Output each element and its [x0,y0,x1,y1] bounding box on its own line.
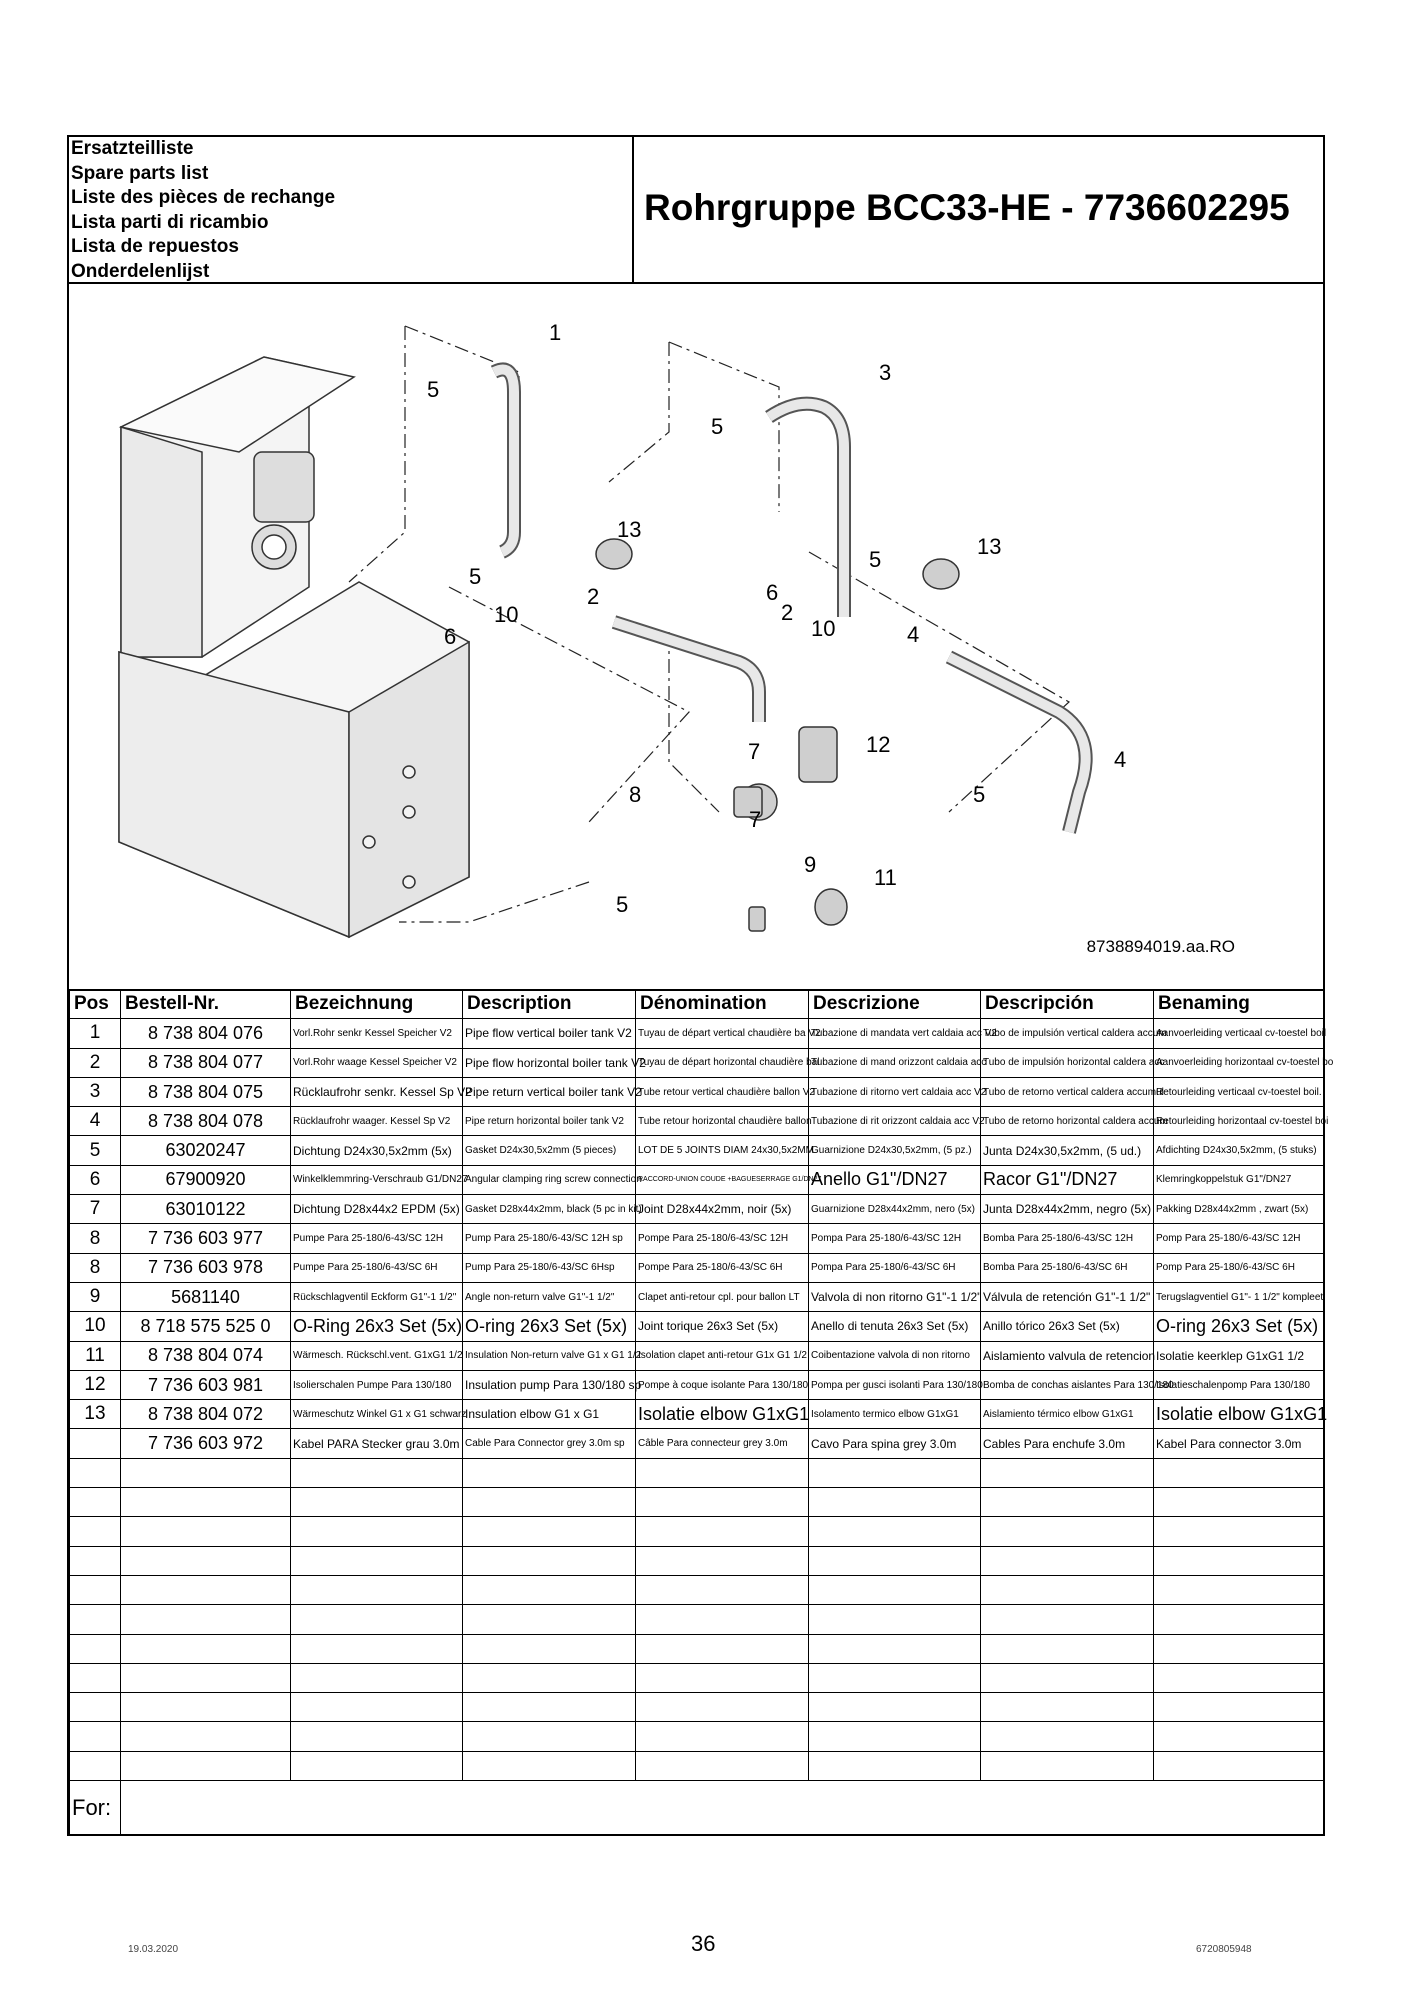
title-fr: Liste des pièces de rechange [71,187,336,209]
cell-fr: Joint D28x44x2mm, noir (5x) [636,1195,809,1224]
cell-fr: Tube retour horizontal chaudière ballon [636,1107,809,1136]
cell-it: Isolamento termico elbow G1xG1 [809,1400,981,1429]
cell-de: Pumpe Para 25-180/6-43/SC 12H [291,1224,463,1253]
cell-es: Junta D28x44x2mm, negro (5x) [981,1195,1154,1224]
callout-8: 8 [629,782,642,807]
cell-fr: Pompe à coque isolante Para 130/180 [636,1370,809,1399]
table-row [70,1253,1324,1282]
callout-7a: 7 [748,739,761,764]
cell-en: Insulation elbow G1 x G1 [463,1400,636,1429]
cell-order-no: 8 738 804 072 [121,1400,291,1429]
callout-2b: 2 [781,600,794,625]
cell-fr: Isolatie elbow G1xG1 [636,1400,809,1429]
cell-en: Cable Para Connector grey 3.0m sp [463,1429,636,1458]
for-label: For: [70,1781,121,1836]
for-row [70,1781,1324,1836]
cell-es: Bomba Para 25-180/6-43/SC 6H [981,1253,1154,1282]
cell-en: Insulation pump Para 130/180 sp [463,1370,636,1399]
cell-fr: Joint torique 26x3 Set (5x) [636,1312,809,1341]
cell-de: Rücklaufrohr senkr. Kessel Sp V2 [291,1077,463,1106]
callout-12: 12 [866,732,891,757]
callout-4b: 4 [1114,747,1127,772]
empty-row [70,1517,1324,1546]
cell-it: Cavo Para spina grey 3.0m [809,1429,981,1458]
cell-order-no: 67900920 [121,1165,291,1194]
empty-row [70,1634,1324,1663]
cell-nl: Terugslagventiel G1"- 1 1/2" kompleet [1154,1282,1324,1311]
cell-en: Pipe return vertical boiler tank V2 [463,1077,636,1106]
empty-row [70,1458,1324,1487]
callout-13b: 13 [977,534,1002,559]
cell-order-no: 7 736 603 977 [121,1224,291,1253]
cell-order-no: 5681140 [121,1282,291,1311]
drawing-reference: 8738894019.aa.RO [1086,937,1235,956]
for-value [121,1781,1324,1836]
callout-5f: 5 [616,892,629,917]
cell-order-no: 8 738 804 075 [121,1077,291,1106]
title-es: Lista de repuestos [71,236,239,258]
cell-pos: 2 [70,1048,121,1077]
cell-pos: 6 [70,1165,121,1194]
callout-9: 9 [804,852,817,877]
cell-nl: Retourleiding horizontaal cv-toestel boi [1154,1107,1324,1136]
callout-10b: 10 [811,616,836,641]
cell-es: Válvula de retención G1"-1 1/2" [981,1282,1154,1311]
title-en: Spare parts list [71,162,209,184]
cell-pos: 13 [70,1400,121,1429]
cell-nl: Isolatieschalenpomp Para 130/180 [1154,1370,1324,1399]
table-row [70,1195,1324,1224]
cell-order-no: 63010122 [121,1195,291,1224]
cell-pos: 8 [70,1253,121,1282]
cell-en: Angular clamping ring screw connection [463,1165,636,1194]
cell-es: Bomba de conchas aislantes Para 130/180 [981,1370,1154,1399]
table-row [70,1165,1324,1194]
cell-fr: Tuyau de départ vertical chaudière ba V2 [636,1019,809,1048]
callout-7b: 7 [749,807,762,832]
cell-en: O-ring 26x3 Set (5x) [463,1312,636,1341]
cell-it: Guarnizione D24x30,5x2mm, (5 pz.) [809,1136,981,1165]
cell-fr: Câble Para connecteur grey 3.0m [636,1429,809,1458]
cell-en: Pump Para 25-180/6-43/SC 6Hsp [463,1253,636,1282]
callout-5b: 5 [469,564,482,589]
cell-es: Anillo tórico 26x3 Set (5x) [981,1312,1154,1341]
cell-it: Guarnizione D28x44x2mm, nero (5x) [809,1195,981,1224]
cell-es: Junta D24x30,5x2mm, (5 ud.) [981,1136,1154,1165]
table-row [70,1341,1324,1370]
cell-order-no: 63020247 [121,1136,291,1165]
cell-it: Anello di tenuta 26x3 Set (5x) [809,1312,981,1341]
cell-en: Gasket D24x30,5x2mm (5 pieces) [463,1136,636,1165]
title-it: Lista parti di ricambio [71,211,269,233]
cell-es: Tubo de retorno vertical caldera accumul [981,1077,1154,1106]
cell-en: Pipe flow horizontal boiler tank V2 [463,1048,636,1077]
cell-fr: Tuyau de départ horizontal chaudière bal [636,1048,809,1077]
table-row [70,1282,1324,1311]
cell-es: Racor G1"/DN27 [981,1165,1154,1194]
empty-row [70,1722,1324,1751]
cell-it: Valvola di non ritorno G1"-1 1/2" [809,1282,981,1311]
cell-de: Winkelklemmring-Verschraub G1/DN27 [291,1165,463,1194]
page-number: 36 [691,1931,716,1956]
callout-3: 3 [879,360,892,385]
empty-row [70,1751,1324,1780]
cell-it: Tubazione di rit orizzont caldaia acc V2 [809,1107,981,1136]
cell-nl: Aanvoerleiding horizontaal cv-toestel bo [1154,1048,1324,1077]
cell-pos: 3 [70,1077,121,1106]
cell-pos: 10 [70,1312,121,1341]
cell-en: Pipe return horizontal boiler tank V2 [463,1107,636,1136]
table-row [70,1077,1324,1106]
cell-fr: LOT DE 5 JOINTS DIAM 24x30,5x2MM [636,1136,809,1165]
cell-de: Rücklaufrohr waager. Kessel Sp V2 [291,1107,463,1136]
empty-row [70,1693,1324,1722]
col-de: Bezeichnung [291,990,463,1019]
table-row [70,1370,1324,1399]
cell-it: Tubazione di mand orizzont caldaia acc [809,1048,981,1077]
cell-de: Rückschlagventil Eckform G1"-1 1/2" [291,1282,463,1311]
cell-es: Bomba Para 25-180/6-43/SC 12H [981,1224,1154,1253]
table-header-row [70,990,1324,1019]
cell-fr: Tube retour vertical chaudière ballon V2 [636,1077,809,1106]
col-it: Descrizione [809,990,981,1019]
cell-es: Tubo de retorno horizontal caldera accum [981,1107,1154,1136]
cell-it: Tubazione di mandata vert caldaia acc V2 [809,1019,981,1048]
cell-order-no: 7 736 603 981 [121,1370,291,1399]
cell-order-no: 8 738 804 077 [121,1048,291,1077]
title-de: Ersatzteilliste [71,138,194,159]
cell-pos: 1 [70,1019,121,1048]
empty-row [70,1605,1324,1634]
empty-row [70,1663,1324,1692]
cell-order-no: 7 736 603 972 [121,1429,291,1458]
cell-en: Gasket D28x44x2mm, black (5 pc in kit) [463,1195,636,1224]
cell-es: Cables Para enchufe 3.0m [981,1429,1154,1458]
cell-en: Pipe flow vertical boiler tank V2 [463,1019,636,1048]
cell-order-no: 8 738 804 074 [121,1341,291,1370]
callout-5d: 5 [869,547,882,572]
cell-pos: 8 [70,1224,121,1253]
cell-nl: Klemringkoppelstuk G1"/DN27 [1154,1165,1324,1194]
callout-11: 11 [874,865,897,890]
cell-it: Pompa Para 25-180/6-43/SC 12H [809,1224,981,1253]
table-row [70,1048,1324,1077]
callout-6a: 6 [444,624,457,649]
diagram-drawing [69,282,1323,989]
doc-number: 6720805948 [1196,1944,1252,1955]
cell-nl: Isolatie elbow G1xG1 [1154,1400,1324,1429]
callout-10a: 10 [494,602,519,627]
col-en: Description [463,990,636,1019]
empty-row [70,1546,1324,1575]
cell-order-no: 8 738 804 076 [121,1019,291,1048]
cell-fr: Pompe Para 25-180/6-43/SC 12H [636,1224,809,1253]
title-nl: Onderdelenlijst [71,260,210,282]
cell-nl: O-ring 26x3 Set (5x) [1154,1312,1324,1341]
callout-5c: 5 [711,414,724,439]
cell-es: Tubo de impulsión horizontal caldera acc [981,1048,1154,1077]
cell-it: Pompa Para 25-180/6-43/SC 6H [809,1253,981,1282]
cell-it: Anello G1"/DN27 [809,1165,981,1194]
col-es: Descripción [981,990,1154,1019]
cell-order-no: 8 718 575 525 0 [121,1312,291,1341]
cell-nl: Retourleiding verticaal cv-toestel boil. [1154,1077,1324,1106]
empty-row [70,1488,1324,1517]
header-titles [69,137,634,282]
parts-sheet [67,135,1334,1836]
col-order-no: Bestell-Nr. [121,990,291,1019]
cell-es: Aislamiento térmico elbow G1xG1 [981,1400,1154,1429]
cell-pos [70,1429,121,1458]
header [69,137,1323,284]
cell-nl: Aanvoerleiding verticaal cv-toestel boil [1154,1019,1324,1048]
product-title: Rohrgruppe BCC33-HE - 7736602295 [644,187,1290,228]
cell-es: Tubo de impulsión vertical caldera accum [981,1019,1154,1048]
callout-6b: 6 [766,580,779,605]
parts-table [69,989,1334,1836]
callout-5a: 5 [427,377,440,402]
cell-de: Pumpe Para 25-180/6-43/SC 6H [291,1253,463,1282]
cell-nl: Afdichting D24x30,5x2mm, (5 stuks) [1154,1136,1324,1165]
cell-en: Pump Para 25-180/6-43/SC 12H sp [463,1224,636,1253]
table-row [70,1400,1324,1429]
cell-de: Dichtung D28x44x2 EPDM (5x) [291,1195,463,1224]
cell-nl: Pomp Para 25-180/6-43/SC 12H [1154,1224,1324,1253]
cell-de: Vorl.Rohr senkr Kessel Speicher V2 [291,1019,463,1048]
cell-pos: 5 [70,1136,121,1165]
cell-fr: Isolation clapet anti-retour G1x G1 1/2 [636,1341,809,1370]
cell-order-no: 8 738 804 078 [121,1107,291,1136]
cell-fr: Clapet anti-retour cpl. pour ballon LT [636,1282,809,1311]
table-row [70,1019,1324,1048]
col-nl: Benaming [1154,990,1324,1019]
table-row [70,1107,1324,1136]
empty-row [70,1575,1324,1604]
cell-de: Dichtung D24x30,5x2mm (5x) [291,1136,463,1165]
cell-de: O-Ring 26x3 Set (5x) [291,1312,463,1341]
cell-de: Wärmesch. Rückschl.vent. G1xG1 1/2 [291,1341,463,1370]
cell-order-no: 7 736 603 978 [121,1253,291,1282]
cell-it: Coibentazione valvola di non ritorno [809,1341,981,1370]
table-row [70,1429,1324,1458]
exploded-diagram [69,282,1323,991]
cell-pos: 11 [70,1341,121,1370]
cell-nl: Isolatie keerklep G1xG1 1/2 [1154,1341,1324,1370]
cell-de: Vorl.Rohr waage Kessel Speicher V2 [291,1048,463,1077]
cell-pos: 4 [70,1107,121,1136]
callout-5e: 5 [973,782,986,807]
cell-pos: 9 [70,1282,121,1311]
cell-de: Wärmeschutz Winkel G1 x G1 schwarz [291,1400,463,1429]
callout-4: 4 [907,622,920,647]
cell-es: Aislamiento valvula de retencion [981,1341,1154,1370]
cell-en: Insulation Non-return valve G1 x G1 1/2 [463,1341,636,1370]
cell-it: Tubazione di ritorno vert caldaia acc V2 [809,1077,981,1106]
callout-2: 2 [587,584,600,609]
cell-pos: 12 [70,1370,121,1399]
footer-date: 19.03.2020 [128,1944,179,1955]
table-row [70,1312,1324,1341]
cell-de: Isolierschalen Pumpe Para 130/180 [291,1370,463,1399]
callout-1: 1 [549,320,562,345]
table-row [70,1224,1324,1253]
cell-nl: Pomp Para 25-180/6-43/SC 6H [1154,1253,1324,1282]
col-fr: Dénomination [636,990,809,1019]
cell-pos: 7 [70,1195,121,1224]
cell-nl: Pakking D28x44x2mm , zwart (5x) [1154,1195,1324,1224]
cell-it: Pompa per gusci isolanti Para 130/180 [809,1370,981,1399]
cell-nl: Kabel Para connector 3.0m [1154,1429,1324,1458]
cell-de: Kabel PARA Stecker grau 3.0m [291,1429,463,1458]
col-pos: Pos [70,990,121,1019]
cell-fr: RACCORD-UNION COUDE +BAGUESERRAGE G1/DN27 [636,1165,809,1194]
table-row [70,1136,1324,1165]
cell-en: Angle non-return valve G1"-1 1/2" [463,1282,636,1311]
cell-fr: Pompe Para 25-180/6-43/SC 6H [636,1253,809,1282]
callout-13a: 13 [617,517,642,542]
